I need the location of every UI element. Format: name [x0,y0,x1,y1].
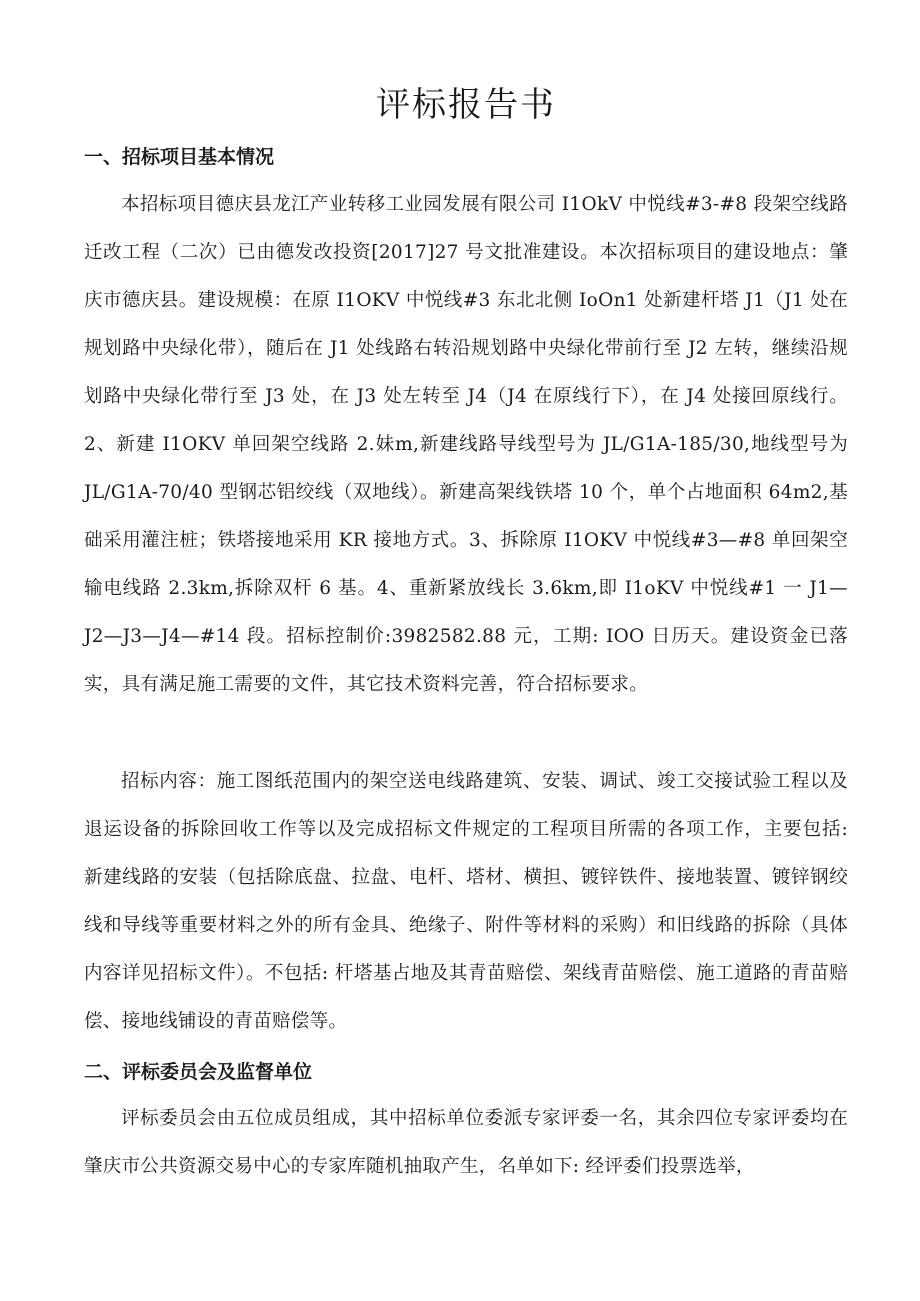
paragraph-committee: 评标委员会由五位成员组成，其中招标单位委派专家评委一名，其余四位专家评委均在肇庆市公共资源交易中心的专家库随机抽取产生，名单如下: 经评委们投票选举， [84,1108,848,1177]
section-heading-committee: 二、评标委员会及监督单位 [84,1061,313,1083]
paragraph-tender-scope: 招标内容：施工图纸范围内的架空送电线路建筑、安装、调试、竣工交接试验工程以及退运设备的拆除回收工作等以及完成招标文件规定的工程项目所需的各项工作，主要包括: 新建线路的安装（包括除底盘、拉盘、电杆、塔材、横担、镀锌铁件、接地装置、镀锌钢绞线和导线等重要材料之外的所有金具、绝缘子、附件等材料的采购）和旧线路的拆除（具体内容详见招标文件）。不包括: 杆塔基占地及其青苗赔偿、架线青苗赔偿、施工道路的青苗赔偿、接地线铺设的青苗赔偿等。 [84,771,848,1032]
section-heading-basic-info: 一、招标项目基本情况 [84,146,275,168]
document-title: 评标报告书 [376,85,556,125]
paragraph-project-overview: 本招标项目德庆县龙江产业转移工业园发展有限公司 I1OkV 中悦线#3-#8 段架空线路迁改工程（二次）已由德发改投资[2017]27 号文批准建设。本次招标项目的建设地点：肇庆市德庆县。建设规模：在原 I1OKV 中悦线#3 东北北侧 IoOn1 处新建杆塔 J1（J1 处在规划路中央绿化带），随后在 J1 处线路右转沿规划路中央绿化带前行至 J2 左转，继续沿规划路中央绿化带行至 J3 处，在 J3 处左转至 J4（J4 在原线行下），在 J4 处接回原线行。2、新建 I1OKV 单回架空线路 2.妹m,新建线路导线型号为 JL/G1A-185/30,地线型号为 JL/G1A-70/40 型钢芯铝绞线（双地线）。新建高架线铁塔 10 个，单个占地面积 64m2,基础采用灌注桩；铁塔接地采用 KR 接地方式。3、拆除原 I1OKV 中悦线#3—#8 单回架空输电线路 2.3km,拆除双杆 6 基。4、重新紧放线长 3.6km,即 I1oKV 中悦线#1 一 J1—J2—J3—J4—#14 段。招标控制价:3982582.88 元，工期: IOO 日历天。建设资金已落实，具有满足施工需要的文件，其它技术资料完善，符合招标要求。 [84,194,848,695]
